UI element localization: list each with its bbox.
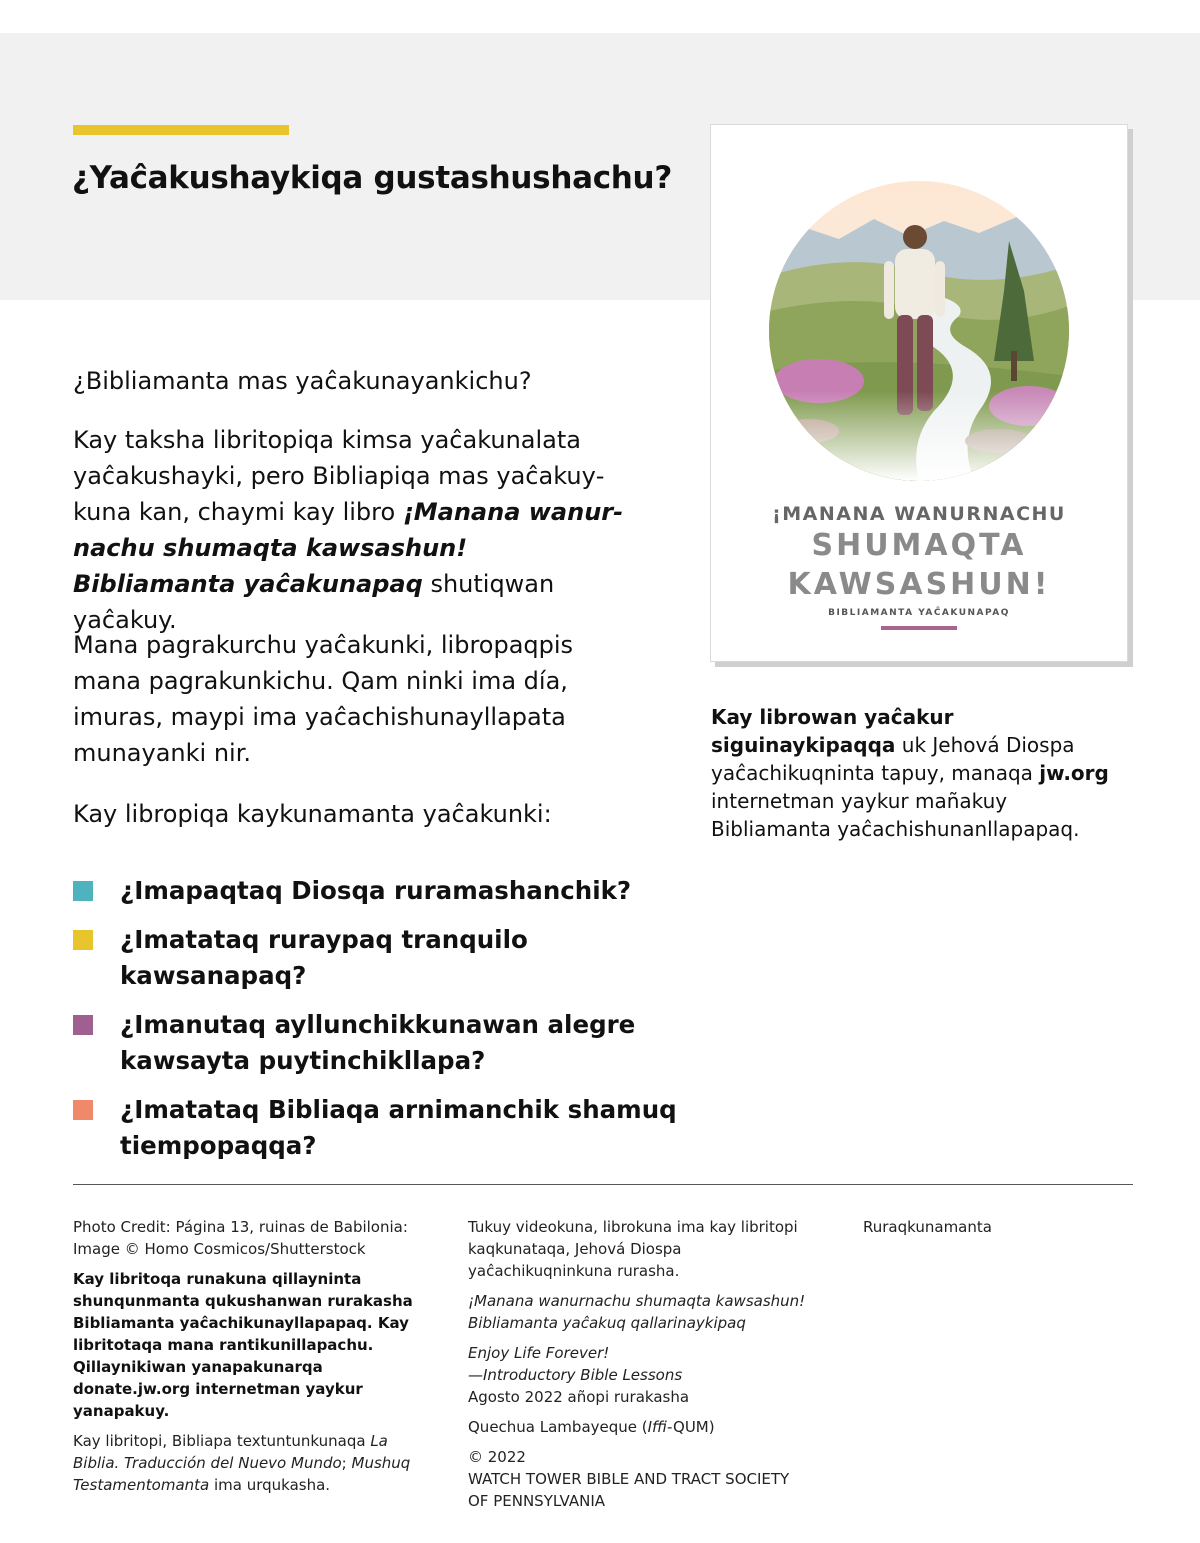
intro-text-before: Kay taksha libritopiqa kimsa yaĉakunalata yaĉakushayki, pero Bibliapiqa mas yaĉakuykuna kan, chaymi kay libro bbox=[73, 426, 605, 526]
intro-text-after: shutiqwan yaĉakuy. bbox=[73, 570, 555, 634]
list-item: ¿Imanutaq ayllunchikkunawan alegre kawsayta puytinchikllapa? bbox=[73, 1007, 693, 1079]
website-link[interactable]: jw.org bbox=[1039, 761, 1109, 785]
purple-square-icon bbox=[73, 1015, 93, 1035]
page-title: ¿Yaĉakushaykiqa gustashushachu? bbox=[72, 160, 672, 196]
intro-question: ¿Bibliamanta mas yaĉakunayankichu? bbox=[73, 367, 532, 395]
footer-divider bbox=[73, 1184, 1133, 1185]
list-item: ¿Imapaqtaq Diosqa ruramashanchik? bbox=[73, 873, 693, 909]
question-list bbox=[73, 873, 693, 1177]
side-note: Kay librowan yaĉakur siguinaykipaqqa uk Jehová Diospa yaĉachikuqninta tapuy, manaqa jw.org internetman yaykur mañakuy Bibliamanta yaĉachishunanllapapaq. bbox=[711, 705, 1109, 841]
bible-note: Kay libritopi, Bibliapa textuntunkunaqa La Biblia. Traducción del Nuevo Mundo; Mushuq Testamentomanta ima urqukasha. bbox=[73, 1432, 411, 1494]
cover-title-line1: ¡MANANA WANURNACHU bbox=[772, 503, 1066, 525]
cover-accent-line bbox=[881, 626, 957, 630]
footer-col-credits bbox=[73, 1216, 413, 1504]
book-local-title: ¡Manana wanurnachu shumaqta kawsashun! Bibliamanta yaĉakuq qallarinaykipaq bbox=[468, 1292, 806, 1332]
book-english-info: Enjoy Life Forever! —Introductory Bible Lessons Agosto 2022 añopi rurakasha bbox=[468, 1344, 690, 1406]
cover-subtitle: BIBLIAMANTA YAĈAKUNAPAQ bbox=[828, 608, 1010, 618]
teal-square-icon bbox=[73, 881, 93, 901]
topics-intro: Kay libropiqa kaykunamanta yaĉakunki: bbox=[73, 800, 552, 828]
cover-title-line3: KAWSASHUN! bbox=[787, 567, 1051, 602]
intro-paragraph bbox=[73, 422, 633, 638]
publisher-label: Ruraqkunamanta bbox=[863, 1218, 992, 1236]
copyright: © 2022 WATCH TOWER BIBLE AND TRACT SOCIETY OF PENNSYLVANIA bbox=[468, 1448, 790, 1510]
footer-col-publication bbox=[468, 1216, 818, 1520]
list-item: ¿Imatataq Bibliaqa arnimanchik shamuq tiempopaqqa? bbox=[73, 1092, 693, 1164]
cover-title-line2: SHUMAQTA bbox=[811, 528, 1027, 563]
list-item: ¿Imatataq ruraypaq tranquilo kawsanapaq? bbox=[73, 922, 693, 994]
footer-col-publisher bbox=[863, 1216, 1123, 1246]
donation-note: Kay libritoqa runakuna qillayninta shunqunmanta qukushanwan rurakasha Bibliamanta yaĉachikunayllapapaq. Kay libritotaqa mana rantikunillapachu. Qillaynikiwan yanapakunarqa donate.jw.org internetman yaykur yanapakuy. bbox=[73, 1270, 413, 1420]
accent-bar bbox=[73, 125, 289, 135]
book-title: ¡Manana wanurnachu shumaqta kawsashun! Bibliamanta yaĉakunapaq bbox=[73, 498, 624, 598]
cover-illustration bbox=[769, 181, 1069, 481]
videos-note: Tukuy videokuna, librokuna ima kay libritopi kaqkunataqa, Jehová Diospa yaĉachikuqninkuna rurasha. bbox=[468, 1218, 798, 1280]
book-cover bbox=[710, 124, 1128, 662]
study-paragraph: Mana pagrakurchu yaĉakunki, libropaqpis mana pagrakunkichu. Qam ninki ima día, imuras, maypi ima yaĉachishunayllapata munayanki nir. bbox=[73, 631, 574, 767]
photo-credit: Photo Credit: Página 13, ruinas de Babilonia: Image © Homo Cosmicos/Shutterstock bbox=[73, 1218, 408, 1258]
yellow-square-icon bbox=[73, 930, 93, 950]
orange-square-icon bbox=[73, 1100, 93, 1120]
side-note-lead: Kay librowan yaĉakur siguinaykipaqqa bbox=[711, 705, 954, 757]
language-code: Quechua Lambayeque (Iffi-QUM) bbox=[468, 1418, 715, 1436]
